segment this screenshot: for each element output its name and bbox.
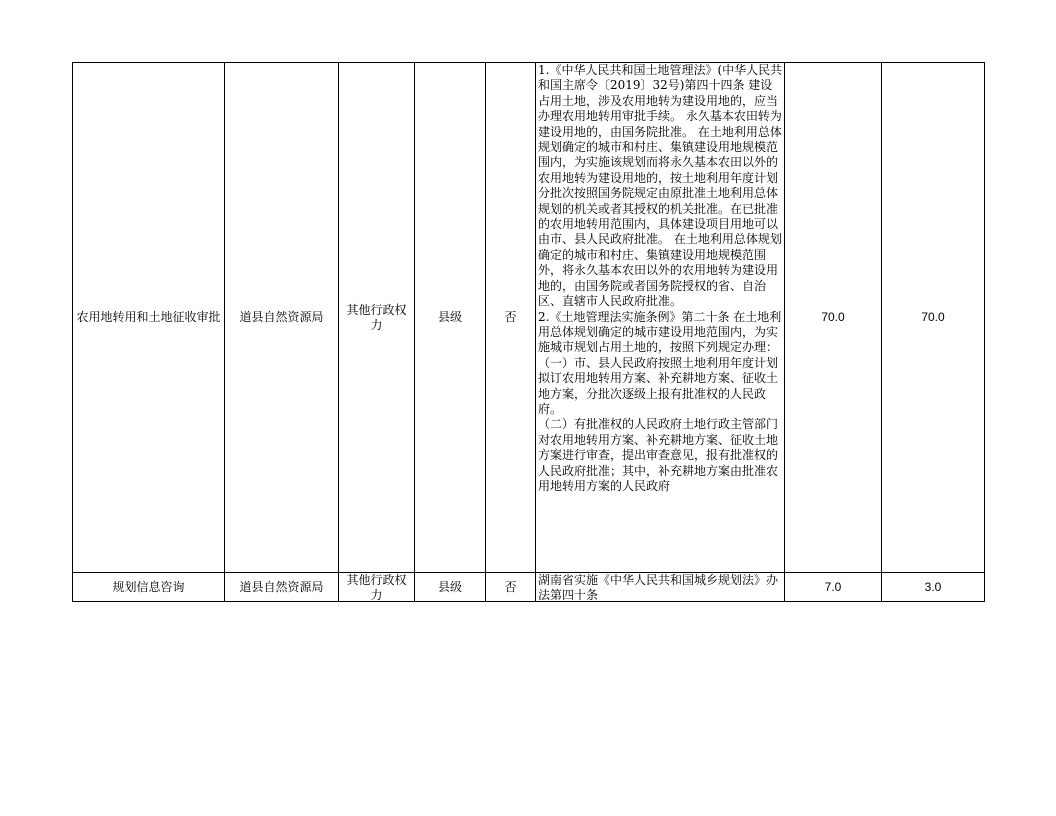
item-name: 规划信息咨询 [112,579,185,594]
value1: 70.0 [821,310,845,324]
value1: 7.0 [824,579,842,594]
legal-basis-cell [536,63,785,573]
item-name: 农用地转用和土地征收审批 [76,310,221,324]
table-row [73,573,985,602]
level: 县级 [437,579,462,594]
flag-cell [486,63,536,573]
flag: 否 [504,579,517,594]
flag-cell [486,573,536,602]
legal-basis-text: 湖南省实施《中华人民共和国城乡规划法》办法第四十条 [538,573,779,600]
value2-cell [882,573,985,602]
power-type: 其他行政权力 [346,573,407,600]
item-name-cell [73,63,225,573]
department-cell [225,63,339,573]
department: 道县自然资源局 [239,579,324,594]
value1-cell [785,63,882,573]
level: 县级 [437,310,462,324]
value2: 70.0 [921,310,945,324]
value2: 3.0 [924,579,942,594]
value1-cell [785,573,882,602]
flag: 否 [504,310,517,324]
table-row [73,63,985,573]
item-name-cell [73,573,225,602]
power-list-table [72,62,985,602]
value2-cell [882,63,985,573]
power-type: 其他行政权力 [346,302,407,332]
level-cell [415,63,486,573]
power-type-cell [339,63,415,573]
legal-basis-text: 1.《中华人民共和国土地管理法》(中华人民共和国主席令〔2019〕32号)第四十四条 建设占用土地，涉及农用地转为建设用地的，应当办理农用地转用审批手续。 永久基本农田转为建设用地的，由国务院批准。 在土地利用总体规划确定的城市和村庄、集镇建设用地规模范围内，为实施该规划而将永久基本农田以外的农用地转为建设用地的，按土地利用年度计划分批次按照国务院规定由原批准土地利用总体规划的机关或者其授权的机关批准。在已批准的农用地转用范围内，具体建设项目用地可以由市、县人民政府批准。 在土地利用总体规划确定的城市和村庄、集镇建设用地规模范围外，将永久基本农田以外的农用地转为建设用地的，由国务院或者国务院授权的省、自治区、直辖市人民政府批准。 2.《土地管理法实施条例》第二十条 在土地利用总体规划确定的城市建设用地范围内，为实施城市规划占用土地的，按照下列规定办理： （一）市、县人民政府按照土地利用年度计划拟订农用地转用方案、补充耕地方案、征收土地方案，分批次逐级上报有批准权的人民政府。 （二）有批准权的人民政府土地行政主管部门对农用地转用方案、补充耕地方案、征收土地方案进行审查，提出审查意见，报有批准权的人民政府批准；其中，补充耕地方案由批准农用地转用方案的人民政府 [538,63,783,493]
department-cell [225,573,339,602]
legal-basis-cell [536,573,785,602]
level-cell [415,573,486,602]
department: 道县自然资源局 [239,310,324,324]
power-type-cell [339,573,415,602]
